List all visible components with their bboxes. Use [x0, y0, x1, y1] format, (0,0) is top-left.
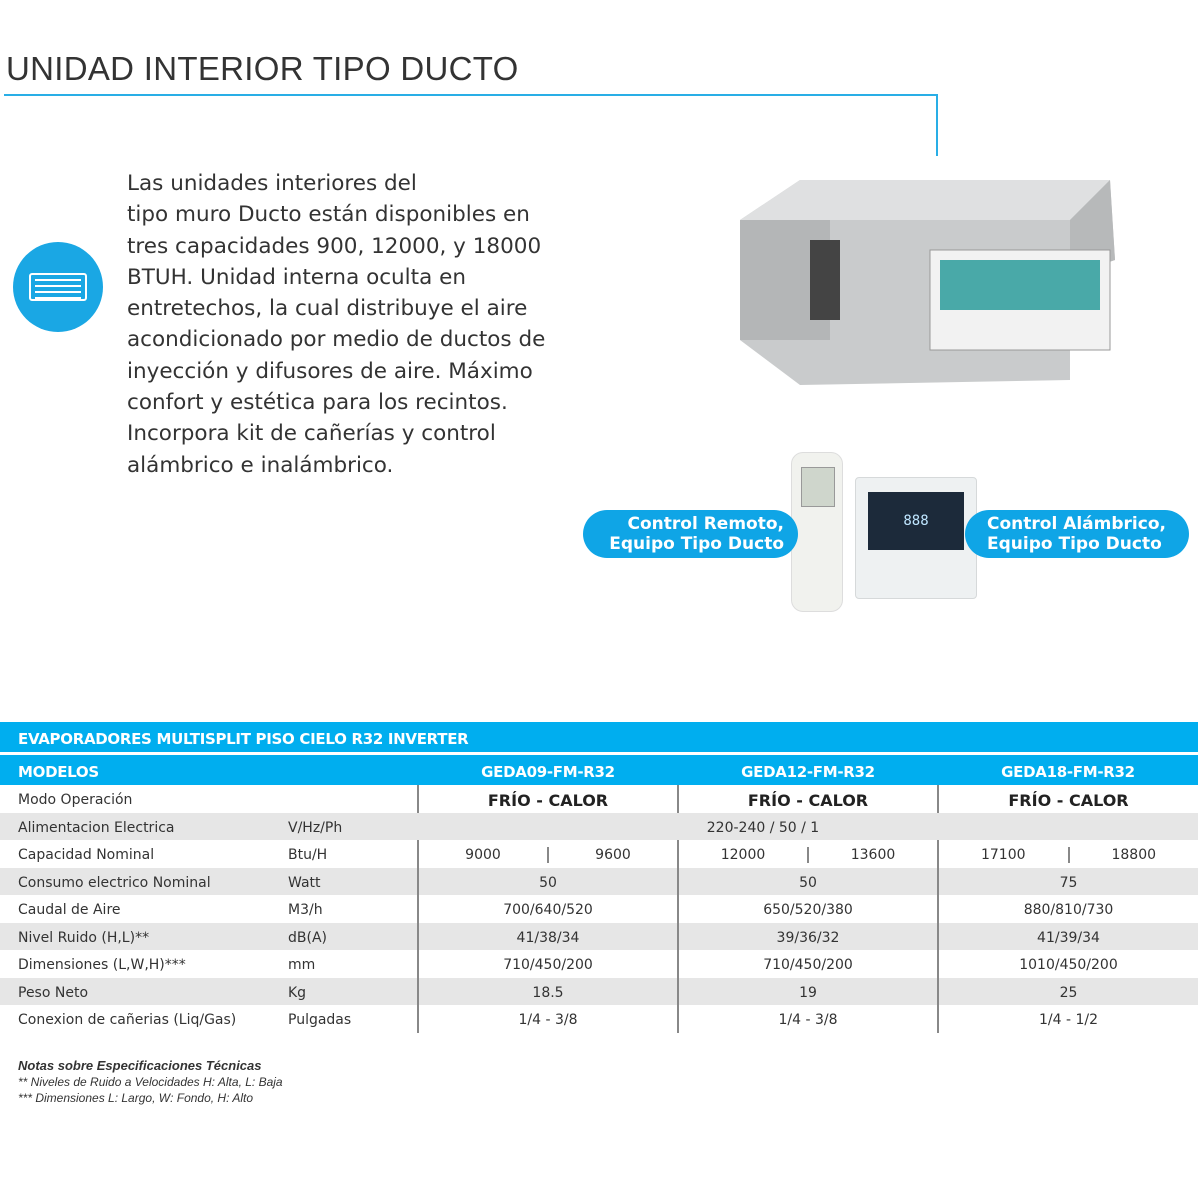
models-label: MODELOS — [18, 763, 99, 781]
label-line: Equipo Tipo Ducto — [987, 534, 1162, 554]
description-line: confort y estética para los recintos. — [127, 390, 508, 416]
row-value: 25 — [938, 978, 1198, 1006]
row-unit: dB(A) — [288, 923, 418, 951]
wired-control-label — [965, 510, 1189, 558]
mode-value: FRÍO - CALOR — [418, 785, 678, 813]
row-unit: M3/h — [288, 902, 323, 919]
description-line: acondicionado por medio de ductos de — [127, 327, 546, 353]
row-value: 880/810/730 — [938, 895, 1198, 923]
remote-control-image — [791, 452, 843, 612]
row-value: 41/39/34 — [938, 923, 1198, 951]
row-value: 710/450/200 — [678, 950, 938, 978]
row-value: 710/450/200 — [418, 950, 678, 978]
row-value: 19 — [678, 978, 938, 1006]
mode-value: FRÍO - CALOR — [678, 785, 938, 813]
row-unit: Pulgadas — [288, 1012, 352, 1029]
wired-control-image — [855, 477, 977, 599]
row-value: 39/36/32 — [678, 923, 938, 951]
row-value: 1/4 - 3/8 — [418, 1005, 678, 1033]
remote-control-label — [583, 510, 798, 558]
capacity-heat: 13600 — [807, 847, 937, 863]
description-line: entretechos, la cual distribuye el aire — [127, 296, 528, 322]
capacity-cool: 9000 — [465, 847, 501, 864]
row-label: Nivel Ruido (H,L)** — [0, 923, 288, 951]
model-header: GEDA09-FM-R32 — [481, 763, 615, 781]
description-line: BTUH. Unidad interna oculta en — [127, 264, 466, 290]
row-label: Caudal de Aire — [18, 902, 121, 919]
row-value: 50 — [678, 868, 938, 896]
capacity-cool: 17100 — [980, 847, 1026, 864]
model-header: GEDA18-FM-R32 — [1001, 763, 1135, 781]
row-value: 75 — [938, 868, 1198, 896]
notes-title: Notas sobre Especificaciones Técnicas — [18, 1058, 262, 1073]
title-divider-vertical — [936, 94, 938, 156]
description-line: tres capacidades 900, 12000, y 18000 — [127, 233, 542, 259]
duct-unit-image — [740, 180, 1115, 385]
row-label: Modo Operación — [18, 792, 133, 809]
capacity-cool: 12000 — [720, 847, 766, 864]
label-line: Control Remoto, — [627, 514, 784, 534]
capacity-heat: 9600 — [547, 847, 677, 863]
description-line: alámbrico e inalámbrico. — [127, 452, 394, 478]
label-line: Equipo Tipo Ducto — [609, 534, 784, 554]
product-description — [127, 168, 577, 481]
table-row — [0, 813, 1198, 841]
row-label: Peso Neto — [0, 978, 288, 1006]
row-label: Dimensiones (L,W,H)*** — [18, 957, 186, 974]
row-value: 650/520/380 — [678, 895, 938, 923]
row-label: Capacidad Nominal — [18, 847, 155, 864]
capacity-heat: 18800 — [1068, 847, 1199, 863]
table-title: EVAPORADORES MULTISPLIT PISO CIELO R32 INVERTER — [18, 730, 469, 748]
technical-notes — [18, 1058, 283, 1106]
row-label: Consumo electrico Nominal — [0, 868, 288, 896]
table-row — [0, 950, 1198, 978]
table-row — [0, 923, 1198, 951]
description-line: inyección y difusores de aire. Máximo — [127, 358, 533, 384]
note-line: *** Dimensiones L: Largo, W: Fondo, H: Alto — [18, 1091, 253, 1105]
mode-value: FRÍO - CALOR — [938, 785, 1198, 813]
title-divider — [4, 94, 938, 96]
row-unit: Watt — [288, 868, 418, 896]
row-unit: mm — [288, 957, 316, 974]
row-unit: Kg — [288, 978, 418, 1006]
row-value: 41/38/34 — [418, 923, 678, 951]
table-row — [0, 1005, 1198, 1033]
description-line: Las unidades interiores del — [127, 171, 417, 196]
row-value: 18.5 — [418, 978, 678, 1006]
table-row — [0, 868, 1198, 896]
model-header: GEDA12-FM-R32 — [741, 763, 875, 781]
row-value: 1010/450/200 — [938, 950, 1198, 978]
row-label: Conexion de cañerias (Liq/Gas) — [18, 1012, 237, 1029]
description-line: tipo muro Ducto están disponibles en — [127, 202, 530, 228]
table-row — [0, 840, 1198, 868]
row-unit: V/Hz/Ph — [288, 813, 418, 841]
wired-control-screen: 888 — [868, 492, 964, 550]
row-value: 700/640/520 — [418, 895, 678, 923]
air-vent-icon — [13, 242, 103, 332]
note-line: ** Niveles de Ruido a Velocidades H: Alta, L: Baja — [18, 1075, 283, 1089]
row-unit: Btu/H — [288, 847, 328, 864]
row-label: Alimentacion Electrica — [0, 813, 288, 841]
page-title: UNIDAD INTERIOR TIPO DUCTO — [6, 50, 519, 87]
row-value: 50 — [418, 868, 678, 896]
table-row — [0, 895, 1198, 923]
label-line: Control Alámbrico, — [987, 514, 1166, 534]
power-value: 220-240 / 50 / 1 — [418, 813, 1198, 841]
table-row — [0, 978, 1198, 1006]
specs-table — [0, 722, 1198, 1033]
description-line: Incorpora kit de cañerías y control — [127, 421, 496, 447]
table-row — [0, 785, 1198, 813]
row-value: 1/4 - 1/2 — [938, 1005, 1198, 1033]
row-value: 1/4 - 3/8 — [678, 1005, 938, 1033]
